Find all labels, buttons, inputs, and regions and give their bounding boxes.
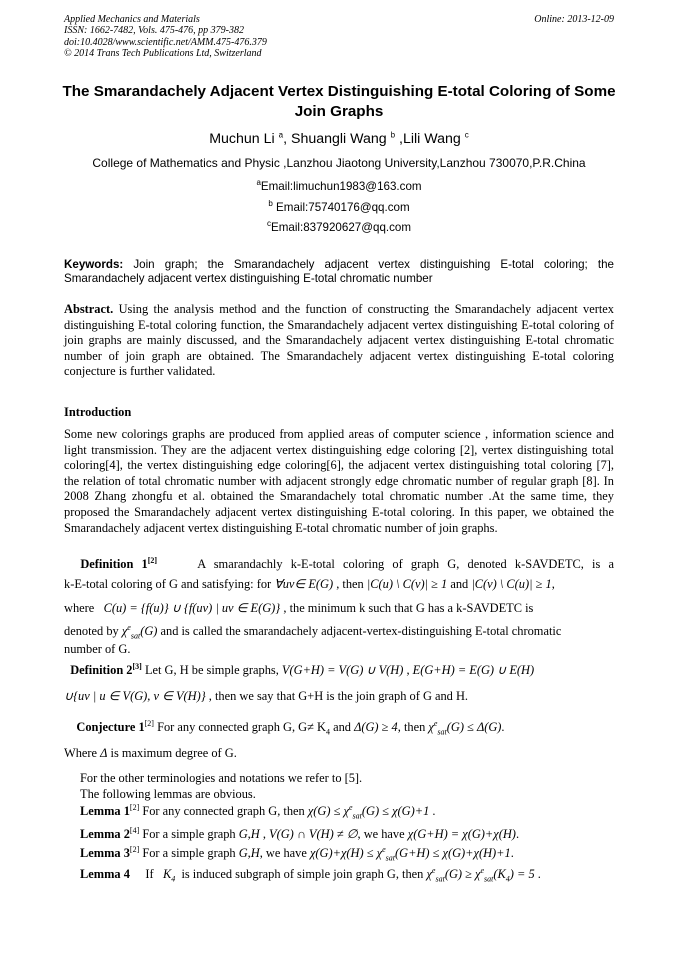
where-text-a: Where [64,746,98,760]
lemma-1-ref: [2] [129,802,140,812]
issn: ISSN: 1662-7482, Vols. 475-476, pp 379-382 [64,25,244,37]
definition-1-text-2c: and [450,577,469,591]
introduction-heading: Introduction [64,405,132,419]
conjecture-1: Conjecture 1[2] For any connected graph G, $G\ne K_4$ and Δ(G) ≥ 4, then $\chi^e_{sat}(G) \le \Delta(G)$. [76,718,505,737]
email-c-sup: c [266,219,271,229]
formula-k4: $K_4$ [162,867,176,884]
online-date: Online: 2013-12-09 [534,14,614,25]
definition-1-text-4a: denoted by [64,624,119,638]
definition-2-line-2 [64,688,614,704]
conjecture-1-ref: [2] [144,718,154,728]
email-b [0,201,678,214]
conjecture-1-text-a: For any connected graph G, G [157,720,308,734]
abstract-label: Abstract. [64,302,114,316]
lemma-1-label: Lemma 1 [80,804,130,818]
lemma-2-ref: [4] [129,825,140,835]
journal-header [64,14,267,60]
definition-1-line-2: k-E-total coloring of G and satisfying: for ∀uv∈ E(G) , then |C(u) \ C(v)| ≥ 1 and |C(v) \ C(u)| ≥ 1, [64,577,555,591]
email-b-sup: b [268,199,273,209]
formula-chi-sat: $\chi^e_{sat}(G)$ [121,622,158,641]
formula-lemma-4: $\chi^e_{sat}(G) \ge \chi^e_{sat}(K_4) = 5$ [426,865,535,884]
author-3: Lili Wang [402,131,461,147]
author-2: Shuangli Wang [290,131,387,147]
author-1: Muchun Li [209,131,275,147]
where-text-b: is maximum degree of G. [110,746,237,760]
definition-1-label: Definition 1 [80,557,148,571]
formula-vg-vh: V(G) ∩ V(H) ≠ ∅ [269,827,358,841]
conjecture-1-text-b: and [333,720,351,734]
conjecture-1-label: Conjecture 1 [76,720,145,734]
lemma-4-text: If [145,867,154,881]
email-a-sup: a [256,178,261,188]
lemma-1-text: For any connected graph G, then [142,804,305,818]
where-line [64,746,614,761]
email-b-text: Email:75740176@qq.com [276,201,410,214]
author-3-sup: c [464,130,469,140]
email-c-text: Email:837920627@qq.com [270,221,412,234]
formula-lemma-2: χ(G+H) = χ(G)+χ(H) [407,827,516,841]
author-list: Muchun Li $^a$, Shuangli Wang $^b$ ,Lili Wang $^c$ [209,130,469,147]
lemma-4-text-2: is induced subgraph of simple join graph G, then [181,867,424,881]
definition-2-text-a: Let G, H be simple graphs, [144,663,279,677]
formula-forall: ∀uv∈ E(G) [274,577,334,591]
formula-join-edges: ∪{uv | u ∈ V(G), v ∈ V(H)} [64,689,206,703]
copyright: © 2014 Trans Tech Publications Ltd, Switzerland [64,48,262,60]
keywords [64,258,614,286]
keywords-text: Join graph; the Smarandachely adjacent vertex distinguishing E-total coloring; the Smarandachely adjacent vertex distinguishing E-total chromatic number [64,258,614,285]
formula-delta: Δ(G) ≥ 4 [354,720,398,734]
lemma-2-label: Lemma 2 [80,827,130,841]
definition-1-text: A smarandachly k-E-total coloring of graph G, denoted k-SAVDETC, is a [197,557,614,571]
formula-gh-2: G,H [238,827,260,841]
other-terms: For the other terminologies and notations we refer to [5]. [80,771,363,785]
formula-lemma-1: $\chi(G) \le \chi^e_{sat}(G) \le \chi(G)+1$ [307,802,430,821]
lemma-2: Lemma 2[4] For a simple graph G,H , V(G) ∩ V(H) ≠ ∅, we have χ(G+H) = χ(G)+χ(H). [80,825,520,841]
formula-conjecture: $\chi^e_{sat}(G) \le \Delta(G)$ [428,718,502,737]
definition-1-line-3 [64,600,614,616]
keywords-label: Keywords: [64,258,124,271]
lemma-4-label: Lemma 4 [80,867,130,881]
definition-1-text-4b: and is called the smarandachely adjacent-vertex-distinguishing E-total chromatic [160,624,562,638]
definition-1-line-4 [64,624,614,640]
lemma-3-text: For a simple graph [142,846,236,860]
following-lemmas: The following lemmas are obvious. [80,787,256,801]
formula-delta-symbol: Δ [100,746,108,760]
lemma-2-text: For a simple graph [142,827,236,841]
author-2-sup: b [390,130,396,140]
definition-1-text-3a: where [64,601,95,615]
definition-1-ref: [2] [147,555,158,565]
definition-2-label: Definition 2 [70,663,133,677]
lemma-3-label: Lemma 3 [80,846,130,860]
email-c [0,221,678,234]
journal-name: Applied Mechanics and Materials [64,14,200,25]
formula-cu: C(u) = {f(u)} ∪ {f(uv) | uv ∈ E(G)} [103,601,281,615]
formula-cond-1: |C(u) \ C(v)| ≥ 1 [366,577,448,591]
lemma-4: Lemma 4 If $K_4$ is induced subgraph of simple join graph G, then $\chi^e_{sat}(G) \ge \chi^e_{sat}(K_4) = 5$ . [80,865,541,884]
abstract [64,302,614,380]
abstract-text: Using the analysis method and the function of constructing the Smarandachely adjacent vertex distinguishing E-total coloring function, the Smarandachely adjacent vertex distinguishing E-total coloring of join graphs are mainly discussed, and the Smarandachely adjacent vertex distinguishing E-total chromatic number of join graph are obtained. The Smarandachely adjacent vertex distinguishing E-total coloring conjecture is further validated. [64,302,614,379]
conjecture-1-text-c: , then [397,720,426,734]
formula-lemma-3: $\chi(G)+\chi(H) \le \chi^e_{sat}(G+H) \le \chi(G)+\chi(H)+1$ [309,844,511,863]
formula-join: V(G+H) = V(G) ∪ V(H) , E(G+H) = E(G) ∪ E(H) [281,663,535,677]
definition-2-ref: [3] [132,661,142,671]
email-a-text: Email:limuchun1983@163.com [260,180,422,193]
paper-title: The Smarandachely Adjacent Vertex Distinguishing E-total Coloring of Some Join Graphs [62,83,616,120]
definition-1-text-3b: , the minimum k such that G has a k-SAVDETC is [283,601,534,615]
lemma-2-text-2: , we have [357,827,405,841]
lemma-3-ref: [2] [129,844,140,854]
formula-cond-2: |C(v) \ C(u)| ≥ 1 [471,577,552,591]
author-1-sup: a [278,130,284,140]
definition-1-text-2b: , then [336,577,364,591]
definition-1-line-5: number of G. [64,642,131,656]
definition-1-text-2a: k-E-total coloring of G and satisfying: for [64,577,272,591]
affiliation: College of Mathematics and Physic ,Lanzhou Jiaotong University,Lanzhou 730070,P.R.China [92,156,586,170]
definition-2-text-b: , then we say that G+H is the join graph of G and H. [208,689,469,703]
email-a [0,180,678,193]
definition-1-line-1 [64,557,614,572]
definition-2-line-1 [64,662,614,678]
formula-gh-3: G,H [238,846,260,860]
lemma-3-text-2: , we have [259,846,307,860]
lemma-3: Lemma 3[2] For a simple graph G,H, we have $\chi(G)+\chi(H) \le \chi^e_{sat}(G+H) \le \chi(G)+\chi(H)+1$. [80,844,514,863]
doi: doi:10.4028/www.scientific.net/AMM.475-476.379 [64,36,267,48]
introduction-text: Some new colorings graphs are produced from applied areas of computer science , information science and light transmission. They are the adjacent vertex distinguishing edge coloring [2], vertex distinguishing total coloring[4], the vertex distinguishing edge coloring[6], the adjacent vertex distinguishing total coloring [7], the relation of total chromatic number with adjacent strongly edge chromatic number of regular graph [8]. In 2008 Zhang zhongfu et al. obtained the Smarandachely total chromatic number .At the same time, they proposed the Smarandachely adjacent vertex distinguishing E-total coloring. In this paper, we obtained the Smarandachely adjacent vertex distinguishing E-total chromatic number of join graphs. [64,427,614,535]
formula-not-k4: ≠ $K_4$ [307,720,330,737]
lemma-1: Lemma 1[2] For any connected graph G, then $\chi(G) \le \chi^e_{sat}(G) \le \chi(G)+1$ . [80,802,436,821]
